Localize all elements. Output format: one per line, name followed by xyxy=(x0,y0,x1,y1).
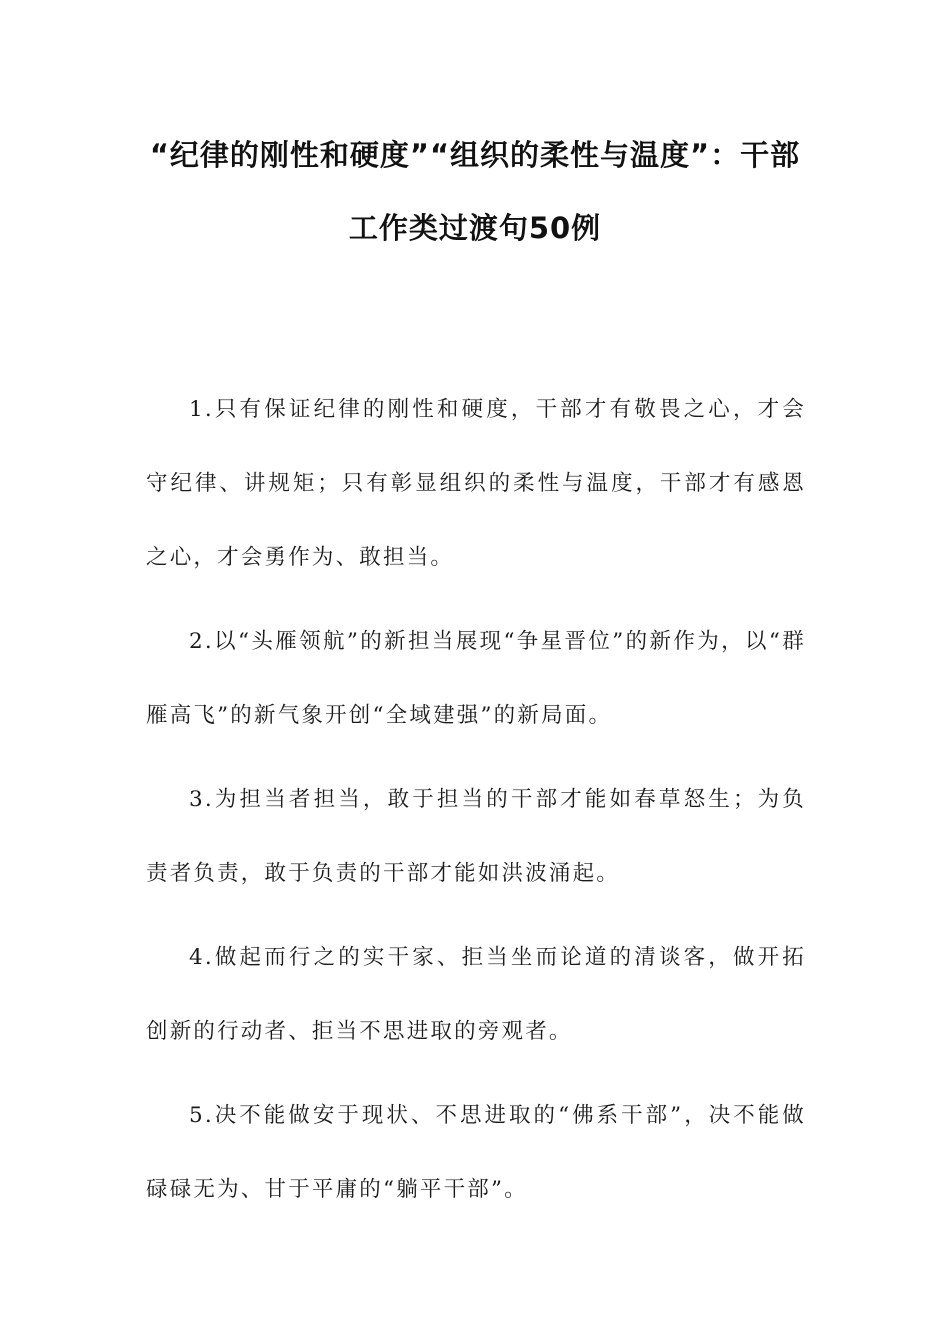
paragraph-1: 1.只有保证纪律的刚性和硬度，干部才有敬畏之心，才会守纪律、讲规矩；只有彰显组织的柔性与温度，干部才有感恩之心，才会勇作为、敢担当。 xyxy=(146,397,806,570)
document-body xyxy=(146,373,806,1237)
paragraph-2: 2.以“头雁领航”的新担当展现“争星晋位”的新作为，以“群雁高飞”的新气象开创“全域建强”的新局面。 xyxy=(146,629,806,728)
document-title-line-2: 工作类过渡句50例 xyxy=(348,211,602,245)
paragraph-3: 3.为担当者担当，敢于担当的干部才能如春草怒生；为负责者负责，敢于负责的干部才能如洪波涌起。 xyxy=(146,787,806,886)
document-title-line-1: “纪律的刚性和硬度”“组织的柔性与温度”：干部 xyxy=(149,138,801,172)
paragraph-4: 4.做起而行之的实干家、拒当坐而论道的清谈客，做开拓创新的行动者、拒当不思进取的旁观者。 xyxy=(146,945,806,1044)
paragraph-5: 5.决不能做安于现状、不思进取的“佛系干部”，决不能做碌碌无为、甘于平庸的“躺平干部”。 xyxy=(146,1103,806,1202)
